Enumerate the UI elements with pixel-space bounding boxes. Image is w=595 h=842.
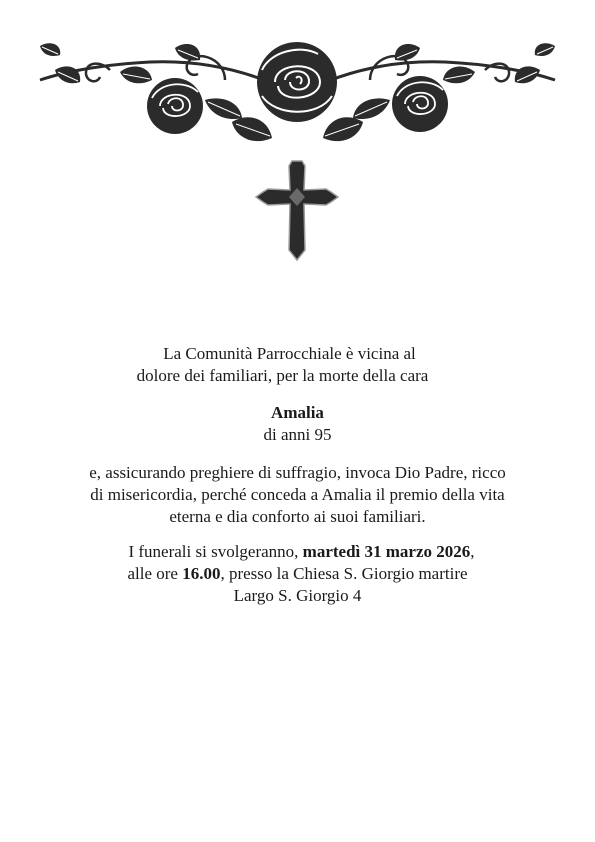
rose-garland-ornament	[0, 0, 595, 270]
funeral-church: , presso la Chiesa S. Giorgio martire	[220, 564, 468, 583]
funeral-details	[0, 541, 595, 607]
funeral-date: martedì 31 marzo 2026	[302, 542, 471, 561]
deceased-name: Amalia	[271, 403, 324, 422]
prayer-line-3: eterna e dia conforto ai suoi familiari.	[169, 507, 426, 526]
funeral-address: Largo S. Giorgio 4	[233, 586, 362, 605]
rose-garland-icon	[40, 42, 555, 141]
funeral-date-suffix: ,	[470, 542, 475, 561]
prayer-line-2: di misericordia, perché conceda a Amalia il premio della vita	[90, 485, 505, 504]
cross-icon	[256, 161, 338, 260]
intro-line-1: La Comunità Parrocchiale è vicina al	[163, 344, 416, 363]
funeral-time-prefix: alle ore	[127, 564, 183, 583]
funeral-line-2	[0, 563, 595, 585]
intro-paragraph	[0, 343, 595, 387]
deceased-block	[0, 402, 595, 446]
funeral-line-1	[4, 541, 595, 563]
prayer-paragraph	[0, 462, 595, 528]
prayer-line-1: e, assicurando preghiere di suffragio, invoca Dio Padre, ricco	[89, 463, 506, 482]
intro-line-2: dolore dei familiari, per la morte della cara	[136, 366, 429, 385]
funeral-time: 16.00	[182, 564, 221, 583]
deceased-age: di anni 95	[263, 425, 332, 444]
funeral-intro-text: I funerali si svolgeranno,	[128, 542, 303, 561]
